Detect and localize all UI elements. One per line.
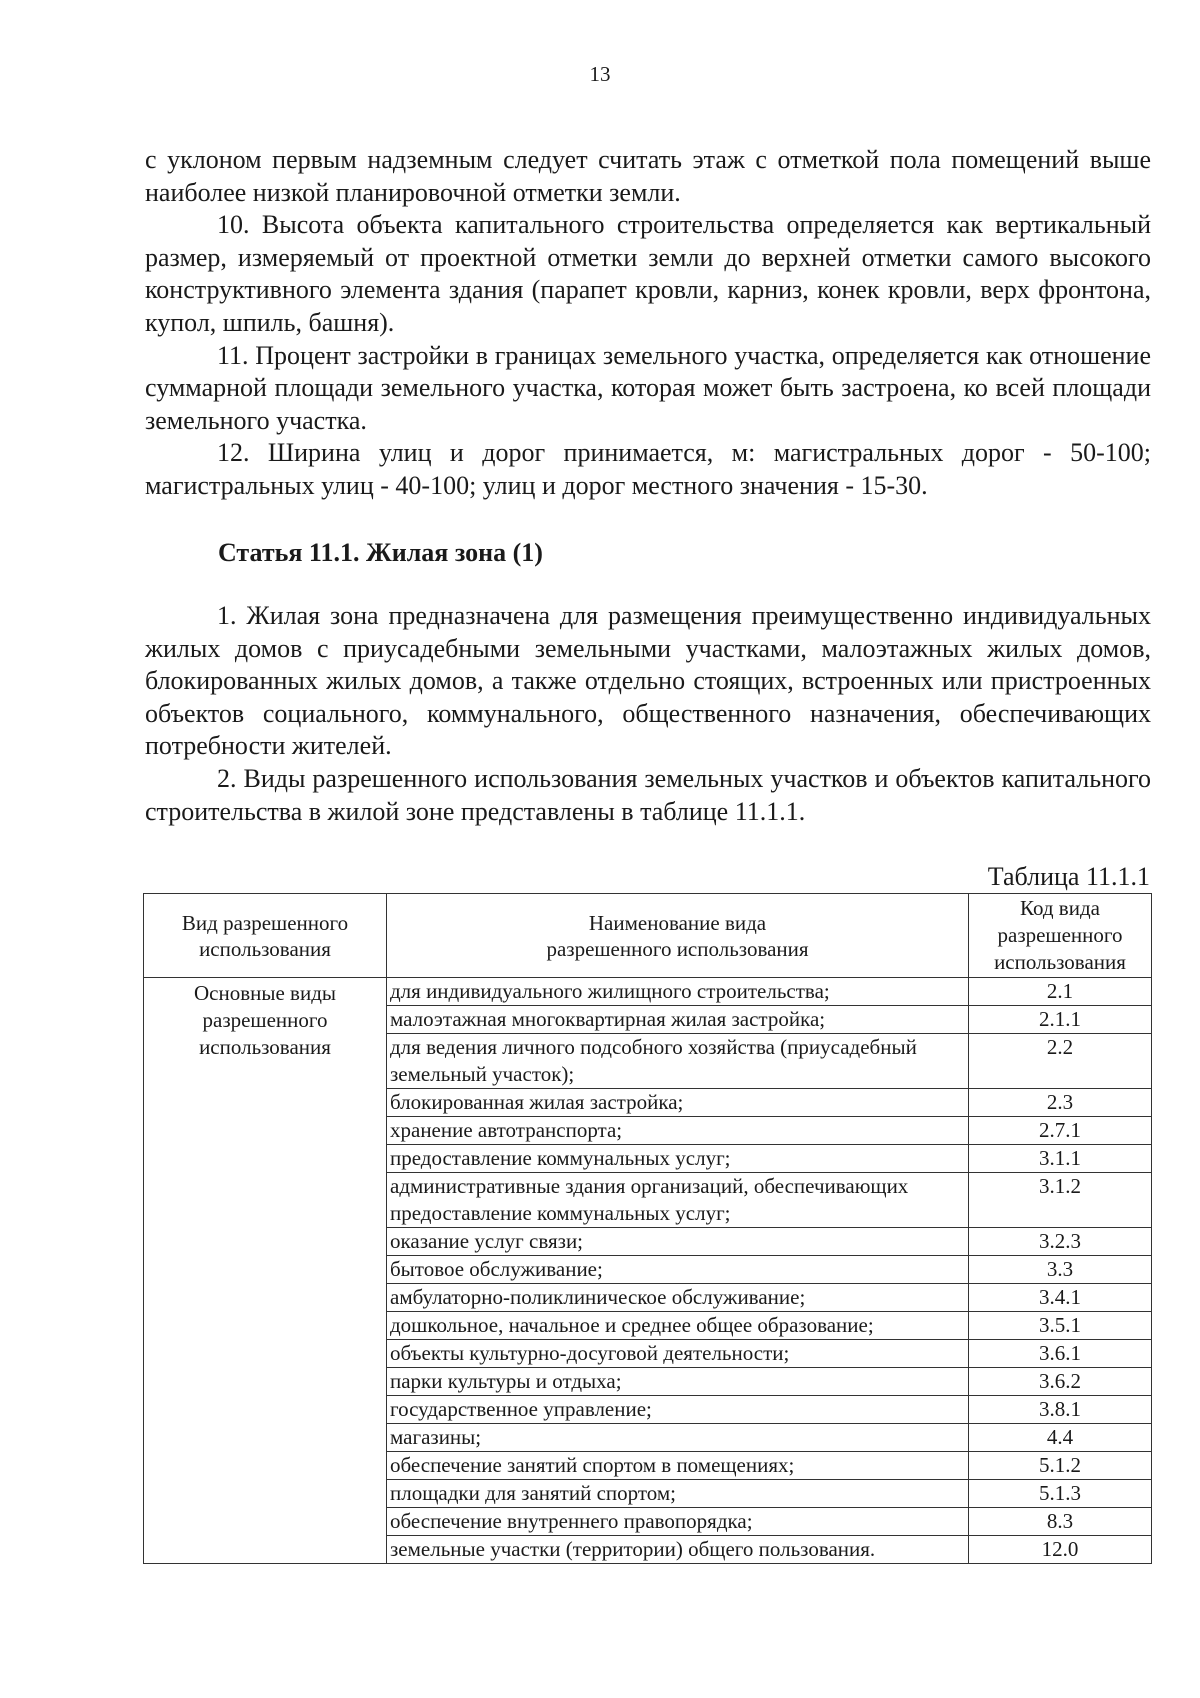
use-code: 3.6.2 [969, 1368, 1152, 1396]
use-code: 5.1.3 [969, 1480, 1152, 1508]
use-code: 12.0 [969, 1536, 1152, 1564]
use-name: государственное управление; [387, 1396, 969, 1424]
use-code: 3.6.1 [969, 1340, 1152, 1368]
paragraph: 11. Процент застройки в границах земельного участка, определяется как отношение суммарной площади земельного участка, которая может быть застроена, ко всей площади земельного участка. [145, 340, 1151, 435]
body-text [145, 144, 1151, 503]
table-row [144, 978, 1152, 1006]
table-caption: Таблица 11.1.1 [987, 862, 1150, 891]
use-code: 3.8.1 [969, 1396, 1152, 1424]
use-name: объекты культурно-досуговой деятельности; [387, 1340, 969, 1368]
use-name: блокированная жилая застройка; [387, 1089, 969, 1117]
header-name: Наименование вида разрешенного использования [387, 894, 969, 978]
use-name: магазины; [387, 1424, 969, 1452]
use-code: 3.1.1 [969, 1145, 1152, 1173]
use-name: для ведения личного подсобного хозяйства (приусадебный земельный участок); [387, 1034, 969, 1089]
use-code: 8.3 [969, 1508, 1152, 1536]
use-code: 2.1 [969, 978, 1152, 1006]
group-label: Основные виды разрешенного использования [144, 978, 387, 1564]
paragraph: 10. Высота объекта капитального строительства определяется как вертикальный размер, измеряемый от проектной отметки земли до верхней отметки самого высокого конструктивного элемента здания (парапет кровли, карниз, конек кровли, верх фронтона, купол, шпиль, башня). [145, 210, 1151, 337]
article-body [145, 600, 1151, 828]
use-code: 3.2.3 [969, 1228, 1152, 1256]
use-code: 3.4.1 [969, 1284, 1152, 1312]
page-number: 13 [589, 62, 611, 86]
use-name: дошкольное, начальное и среднее общее образование; [387, 1312, 969, 1340]
permitted-use-table [143, 893, 1152, 1564]
header-kind: Вид разрешенного использования [144, 894, 387, 978]
paragraph: 2. Виды разрешенного использования земельных участков и объектов капитального строительства в жилой зоне представлены в таблице 11.1.1. [145, 763, 1151, 826]
use-name: земельные участки (территории) общего пользования. [387, 1536, 969, 1564]
use-code: 5.1.2 [969, 1452, 1152, 1480]
use-code: 3.1.2 [969, 1173, 1152, 1228]
paragraph: 12. Ширина улиц и дорог принимается, м: магистральных дорог - 50-100; магистральных улиц - 40-100; улиц и дорог местного значения - 15-30. [145, 438, 1151, 500]
table-header-row [144, 894, 1152, 978]
header-code: Код вида разрешенного использования [969, 894, 1152, 978]
paragraph: с уклоном первым надземным следует считать этаж с отметкой пола помещений выше наиболее низкой планировочной отметки земли. [145, 145, 1151, 207]
use-name: малоэтажная многоквартирная жилая застройка; [387, 1006, 969, 1034]
use-name: оказание услуг связи; [387, 1228, 969, 1256]
use-name: для индивидуального жилищного строительства; [387, 978, 969, 1006]
use-name: обеспечение занятий спортом в помещениях; [387, 1452, 969, 1480]
use-name: административные здания организаций, обеспечивающих предоставление коммунальных услуг; [387, 1173, 969, 1228]
use-code: 3.5.1 [969, 1312, 1152, 1340]
use-code: 4.4 [969, 1424, 1152, 1452]
use-name: бытовое обслуживание; [387, 1256, 969, 1284]
paragraph: 1. Жилая зона предназначена для размещения преимущественно индивидуальных жилых домов с приусадебными земельными участками, малоэтажных жилых домов, блокированных жилых домов, а также отдельно стоящих, встроенных или пристроенных объектов социального, коммунального, общественного назначения, обеспечивающих потребности жителей. [145, 601, 1151, 761]
use-code: 3.3 [969, 1256, 1152, 1284]
article-title: Статья 11.1. Жилая зона (1) [218, 538, 543, 567]
use-name: амбулаторно-поликлиническое обслуживание; [387, 1284, 969, 1312]
use-name: предоставление коммунальных услуг; [387, 1145, 969, 1173]
use-code: 2.3 [969, 1089, 1152, 1117]
use-name: обеспечение внутреннего правопорядка; [387, 1508, 969, 1536]
use-code: 2.1.1 [969, 1006, 1152, 1034]
use-name: площадки для занятий спортом; [387, 1480, 969, 1508]
use-code: 2.7.1 [969, 1117, 1152, 1145]
use-name: парки культуры и отдыха; [387, 1368, 969, 1396]
use-name: хранение автотранспорта; [387, 1117, 969, 1145]
use-code: 2.2 [969, 1034, 1152, 1089]
